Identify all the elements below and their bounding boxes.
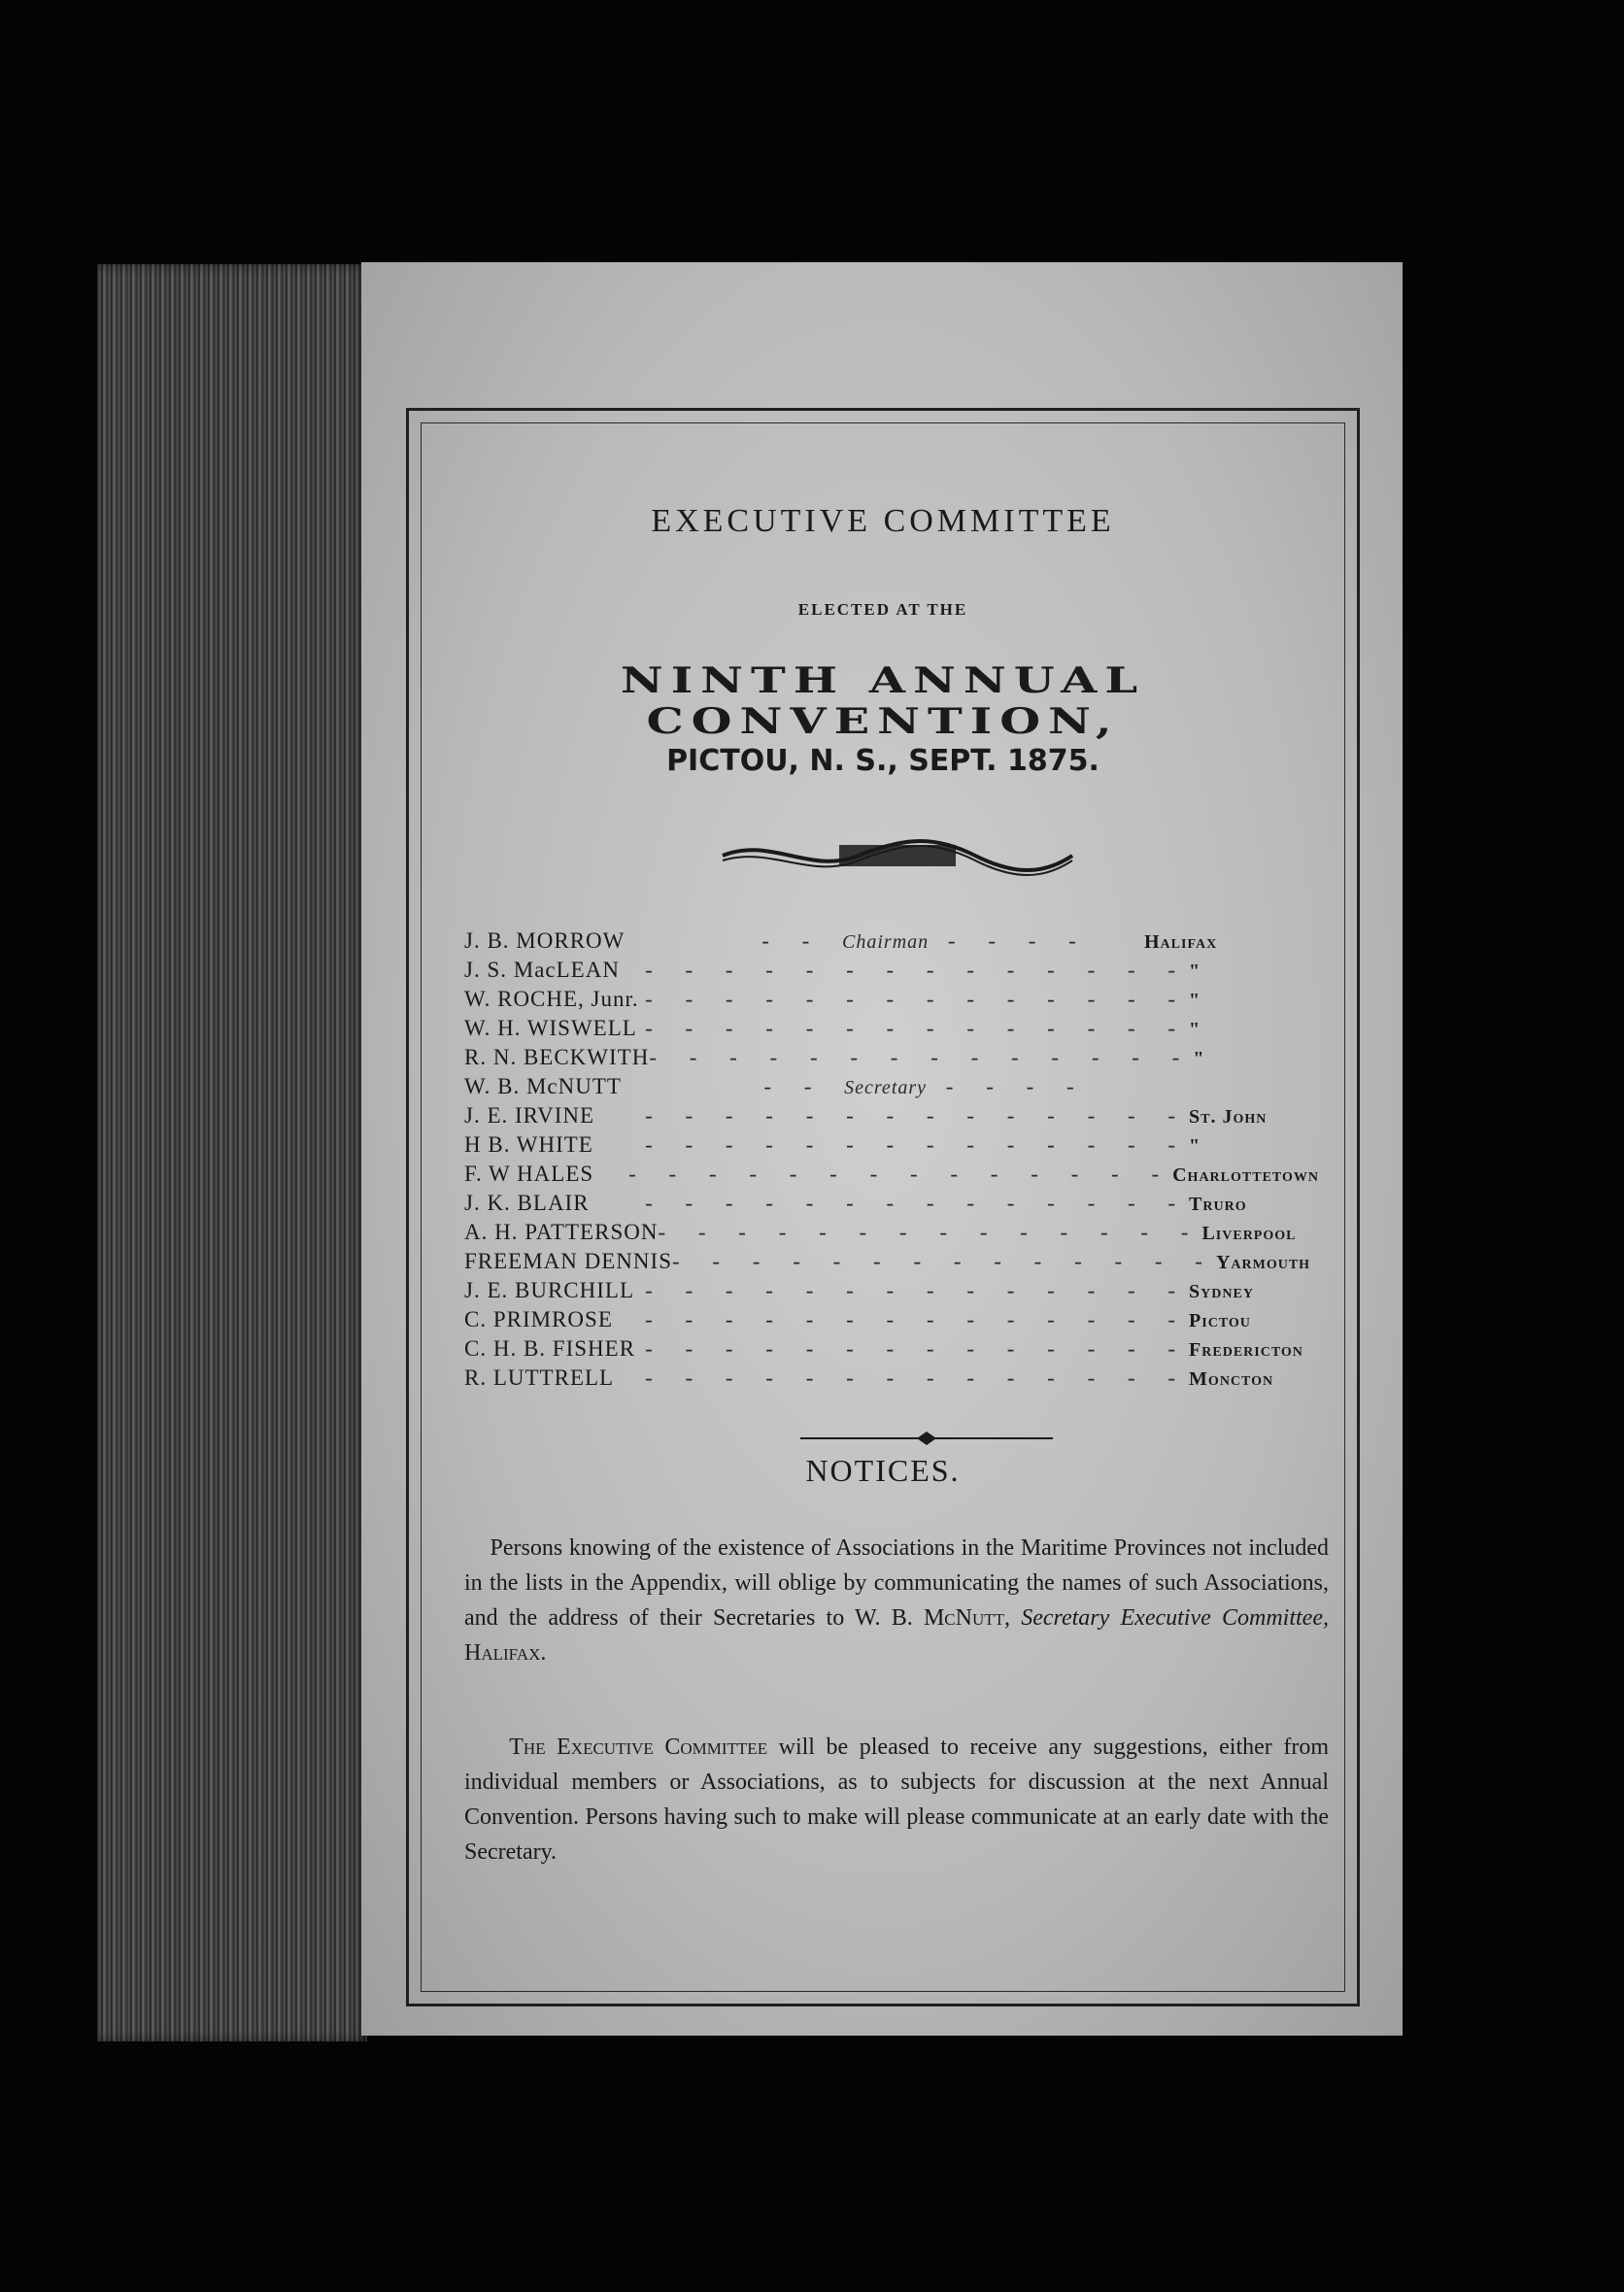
member-name: J. E. BURCHILL [464,1278,634,1302]
member-place: " [1189,961,1201,982]
member-place: Fredericton [1189,1339,1303,1361]
member-leader: - - - - - - - - - - - - - - [649,1045,1194,1069]
member-row [464,1045,1319,1074]
notices-title: NOTICES. [805,1453,961,1488]
member-place: Moncton [1189,1368,1274,1390]
member-place: St. John [1189,1106,1268,1128]
member-place: Liverpool [1201,1223,1297,1244]
member-leader: - - - - - - - - - - - - - - [645,987,1190,1011]
member-name: F. W HALES [464,1162,594,1186]
member-row [464,1365,1319,1395]
member-leader: - - Chairman - - - - [761,928,1090,953]
member-place: " [1189,1019,1201,1040]
member-role: Secretary [844,1077,928,1098]
member-row [464,1132,1319,1162]
page-border-inner [421,422,1345,1992]
notice-paragraph-1 [464,1531,1329,1670]
member-leader: - - Secretary - - - - [763,1074,1088,1098]
member-role: Chairman [842,931,930,953]
member-leader: - - - - - - - - - - - - - - [645,1278,1190,1302]
member-row [464,1162,1319,1191]
member-leader: - - - - - - - - - - - - - - [645,1336,1190,1361]
notice-1-city: Halifax. [464,1640,547,1666]
member-place: Halifax [1144,931,1218,953]
notice-1-role: Secretary Executive Committee, [1010,1605,1329,1631]
member-row [464,1103,1319,1132]
notice-1-name: McNutt, [923,1605,1010,1631]
member-place: Sydney [1189,1281,1254,1302]
member-leader: - - - - - - - - - - - - - - [645,1132,1190,1157]
member-name: C. H. B. FISHER [464,1336,636,1361]
member-leader: - - - - - - - - - - - - - - [645,1191,1190,1215]
member-leader: - - - - - - - - - - - - - - [645,958,1190,982]
member-name: W. ROCHE, Junr. [464,987,639,1011]
member-row [464,1336,1319,1365]
convention-title: NINTH ANNUAL CONVENTION, [620,660,1146,742]
member-row [464,958,1319,987]
member-name: R. LUTTRELL [464,1365,615,1390]
divider-icon [800,1429,1053,1448]
member-place: " [1193,1048,1205,1069]
member-place: " [1189,1135,1201,1157]
member-name: FREEMAN DENNIS [464,1249,672,1273]
member-row [464,1278,1319,1307]
members-list [464,928,1319,1395]
member-leader: - - - - - - - - - - - - - - [645,1365,1190,1390]
member-row [464,1307,1319,1336]
member-leader: - - - - - - - - - - - - - - [628,1162,1173,1186]
member-place: Yarmouth [1215,1252,1311,1273]
member-name: A. H. PATTERSON [464,1220,659,1244]
notice-paragraph-2 [464,1730,1329,1870]
member-row [464,1191,1319,1220]
notice-2-lead: The Executive Committee [509,1735,768,1760]
member-row [464,987,1319,1016]
elected-line: ELECTED AT THE [797,600,968,619]
book-page-edges [97,264,367,2041]
member-name: J. K. BLAIR [464,1191,590,1215]
member-leader: - - - - - - - - - - - - - - [645,1103,1190,1128]
member-name: W. B. McNUTT [464,1074,622,1098]
member-row [464,928,1319,958]
notice-2-text: will be pleased to receive any suggestions, either from individual members or Associations, as to subjects for discussion at the next Annual Convention. Persons having such to make will please communicate at an early date with the Secretary. [464,1735,1329,1865]
member-leader: - - - - - - - - - - - - - - [645,1016,1190,1040]
member-name: W. H. WISWELL [464,1016,637,1040]
member-place: Pictou [1189,1310,1251,1331]
member-row [464,1220,1319,1249]
member-place: " [1189,990,1201,1011]
member-name: R. N. BECKWITH [464,1045,650,1069]
committee-title: EXECUTIVE COMMITTEE [651,503,1115,539]
place-date: PICTOU, N. S., SEPT. 1875. [666,744,1100,778]
member-leader: - - - - - - - - - - - - - - [658,1220,1202,1244]
ornament-icon [713,831,1082,880]
member-name: J. E. IRVINE [464,1103,595,1128]
page-border [406,408,1360,2006]
member-name: H B. WHITE [464,1132,593,1157]
member-place: Charlottetown [1172,1164,1319,1186]
member-leader: - - - - - - - - - - - - - - [671,1249,1216,1273]
member-leader: - - - - - - - - - - - - - - [645,1307,1190,1331]
member-row [464,1249,1319,1278]
member-name: J. S. MacLEAN [464,958,620,982]
member-place: Truro [1189,1194,1247,1215]
book-page [361,262,1403,2036]
notice-1-text: Persons knowing of the existence of Associations in the Maritime Provinces not included in the lists in the Appendix, will oblige by communicating the names of such Associations, and the address of their Secretaries to W. B. [464,1535,1330,1631]
member-name: J. B. MORROW [464,928,626,953]
member-row [464,1016,1319,1045]
member-name: C. PRIMROSE [464,1307,613,1331]
member-row [464,1074,1319,1103]
